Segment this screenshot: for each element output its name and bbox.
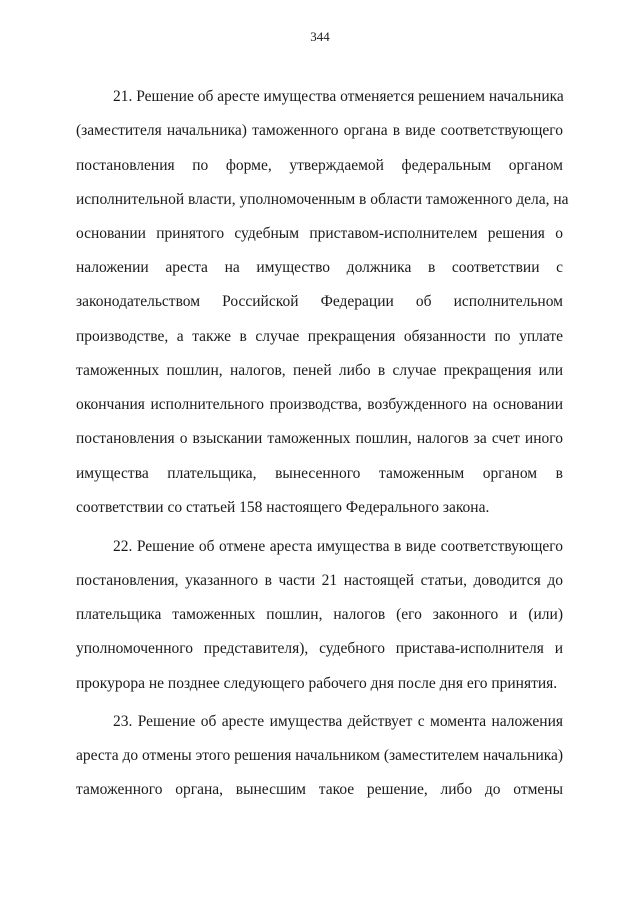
text-line: плательщика таможенных пошлин, налогов (его законного и (или) [76,606,563,623]
text-line: 22. Решение об отмене ареста имущества в виде соответствующего [113,538,563,555]
text-line: уполномоченного представителя), судебного пристава-исполнителя и [76,640,563,657]
text-line: постановления, указанного в части 21 настоящей статьи, доводится до [76,572,563,589]
text-line: законодательством Российской Федерации об исполнительном [76,293,563,310]
text-line: производстве, а также в случае прекращения обязанности по уплате [76,328,563,345]
text-line: таможенных пошлин, налогов, пеней либо в случае прекращения или [76,362,563,379]
text-line: ареста до отмены этого решения начальником (заместителем начальника) [76,747,564,764]
text-line: наложении ареста на имущество должника в соответствии с [76,259,563,276]
text-line: прокурора не позднее следующего рабочего дня после дня его принятия. [76,675,558,692]
text-line: 23. Решение об аресте имущества действует с момента наложения [113,713,563,730]
text-line: (заместителя начальника) таможенного органа в виде соответствующего [76,122,563,139]
text-line: соответствии со статьей 158 настоящего Федерального закона. [76,499,490,516]
text-line: постановления о взыскании таможенных пошлин, налогов за счет иного [76,430,563,447]
text-line: постановления по форме, утверждаемой федеральным органом [76,157,563,174]
text-line: 21. Решение об аресте имущества отменяется решением начальника [113,88,564,105]
page-number: 344 [310,29,330,44]
text-line: таможенного органа, вынесшим такое решение, либо до отмены [76,781,563,798]
text-line: имущества плательщика, вынесенного таможенным органом в [76,465,563,482]
text-line: основании принятого судебным приставом-исполнителем решения о [76,225,563,242]
text-line: окончания исполнительного производства, возбужденного на основании [76,396,563,413]
text-line: исполнительной власти, уполномоченным в области таможенного дела, на [76,191,569,208]
